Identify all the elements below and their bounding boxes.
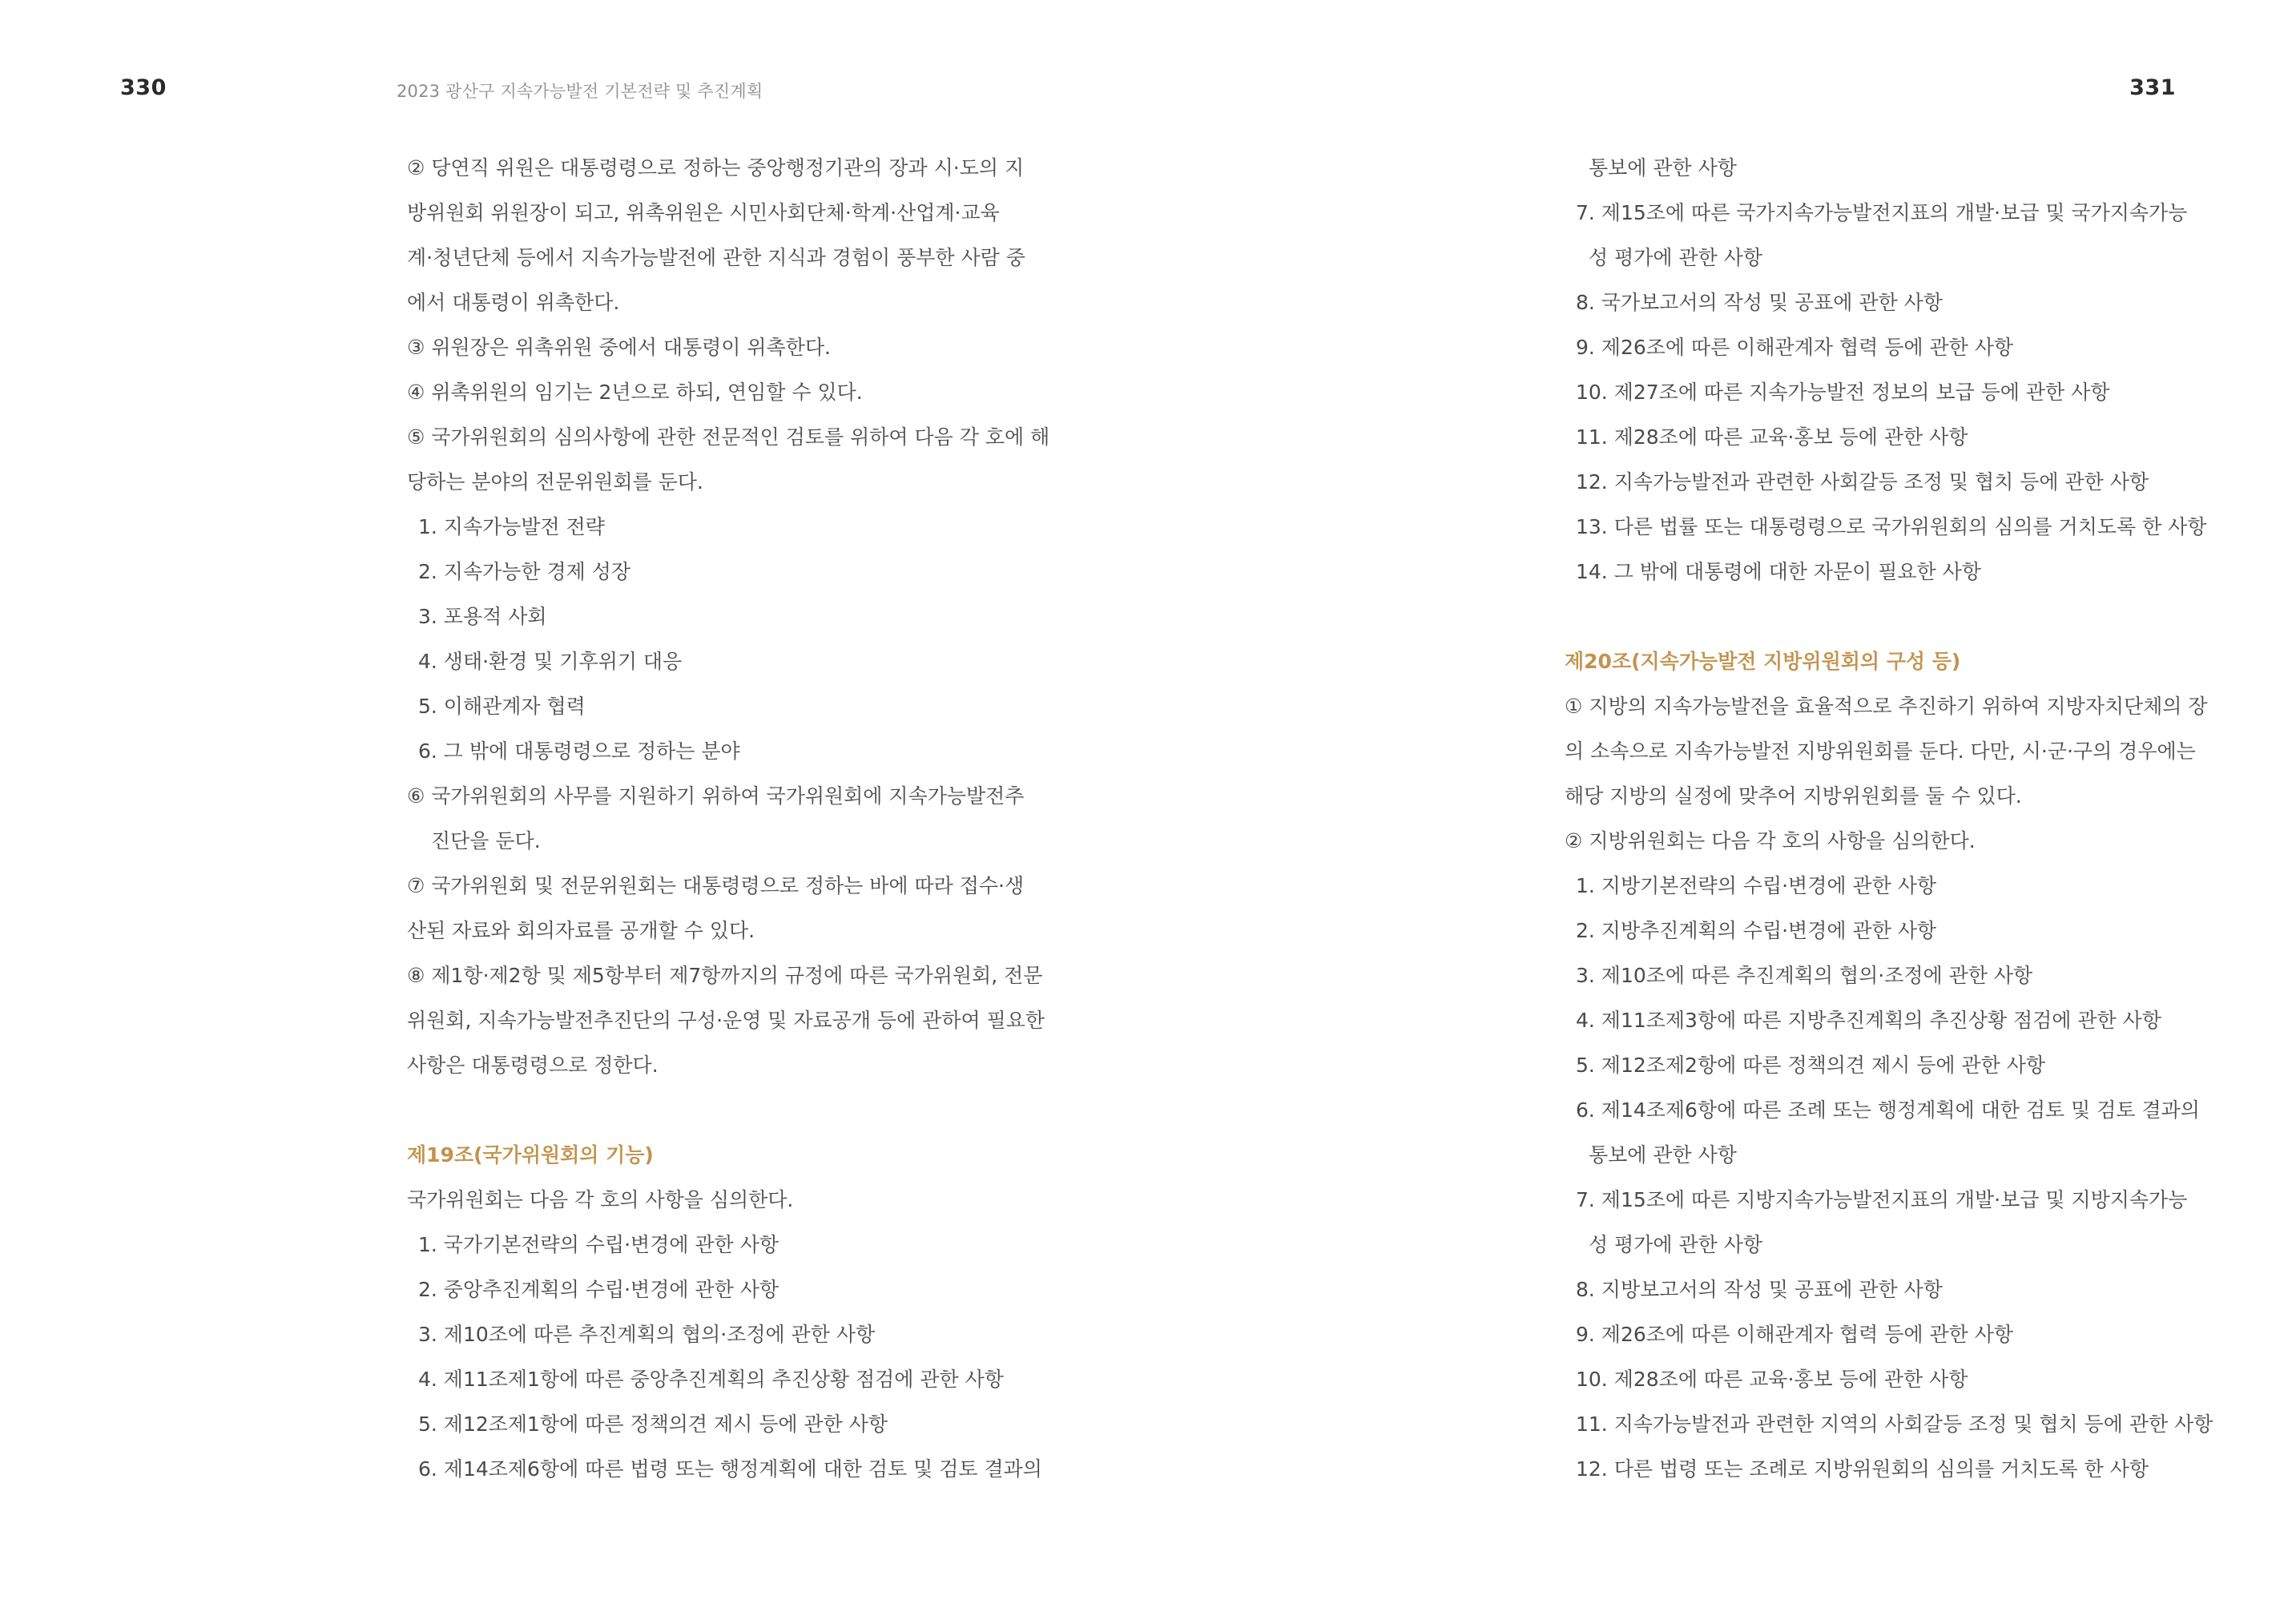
text-line: 3. 제10조에 따른 추진계획의 협의·조정에 관한 사항 xyxy=(418,1323,876,1346)
text-line: ④ 위촉위원의 임기는 2년으로 하되, 연임할 수 있다. xyxy=(407,381,863,404)
right-page-text xyxy=(1565,146,2213,1492)
text-line: 3. 포용적 사회 xyxy=(418,605,547,628)
text-line: 당하는 분야의 전문위원회를 둔다. xyxy=(407,470,703,494)
text-line: 에서 대통령이 위촉한다. xyxy=(407,291,620,314)
text-line: 4. 제11조제1항에 따른 중앙추진계획의 추진상황 점검에 관한 사항 xyxy=(418,1368,1004,1391)
left-page-text xyxy=(407,146,1049,1492)
text-line: 산된 자료와 회의자료를 공개할 수 있다. xyxy=(407,919,755,942)
text-line: 계·청년단체 등에서 지속가능발전에 관한 지식과 경험이 풍부한 사람 중 xyxy=(407,246,1025,269)
text-line: 8. 국가보고서의 작성 및 공표에 관한 사항 xyxy=(1576,291,1943,314)
text-line: 7. 제15조에 따른 지방지속가능발전지표의 개발·보급 및 지방지속가능 xyxy=(1576,1188,2188,1211)
text-line: 9. 제26조에 따른 이해관계자 협력 등에 관한 사항 xyxy=(1576,336,2013,359)
text-line: 통보에 관한 사항 xyxy=(1589,1143,1737,1167)
text-line: ② 당연직 위원은 대통령령으로 정하는 중앙행정기관의 장과 시·도의 지 xyxy=(407,156,1025,179)
text-line: 6. 제14조제6항에 따른 조례 또는 행정계획에 대한 검토 및 검토 결과의 xyxy=(1576,1098,2200,1122)
text-line: 국가위원회는 다음 각 호의 사항을 심의한다. xyxy=(407,1188,794,1211)
text-line: 6. 그 밖에 대통령령으로 정하는 분야 xyxy=(418,739,740,763)
text-line: 8. 지방보고서의 작성 및 공표에 관한 사항 xyxy=(1576,1278,1943,1301)
spacer xyxy=(407,1088,1049,1133)
text-line: ⑤ 국가위원회의 심의사항에 관한 전문적인 검토를 위하여 다음 각 호에 해 xyxy=(407,425,1050,449)
page-number-right: 331 xyxy=(2129,75,2176,100)
text-line: 2. 지속가능한 경제 성장 xyxy=(418,560,631,583)
text-line: 의 소속으로 지속가능발전 지방위원회를 둔다. 다만, 시·군·구의 경우에는 xyxy=(1565,739,2196,763)
text-line: 4. 제11조제3항에 따른 지방추진계획의 추진상황 점검에 관한 사항 xyxy=(1576,1009,2161,1032)
text-line: 1. 국가기본전략의 수립·변경에 관한 사항 xyxy=(418,1233,779,1256)
text-line: 성 평가에 관한 사항 xyxy=(1589,1233,1763,1256)
text-line: 방위원회 위원장이 되고, 위촉위원은 시민사회단체·학계·산업계·교육 xyxy=(407,201,1000,224)
text-line: ① 지방의 지속가능발전을 효율적으로 추진하기 위하여 지방자치단체의 장 xyxy=(1565,695,2208,718)
text-line: 11. 지속가능발전과 관련한 지역의 사회갈등 조정 및 협치 등에 관한 사항 xyxy=(1576,1412,2213,1436)
text-line: 1. 지속가능발전 전략 xyxy=(418,515,605,538)
text-line: 진단을 둔다. xyxy=(431,829,541,852)
text-line: 4. 생태·환경 및 기후위기 대응 xyxy=(418,650,683,673)
section-heading: 제20조(지속가능발전 지방위원회의 구성 등) xyxy=(1565,650,1961,673)
text-line: 2. 중앙추진계획의 수립·변경에 관한 사항 xyxy=(418,1278,779,1301)
text-line: 10. 제27조에 따른 지속가능발전 정보의 보급 등에 관한 사항 xyxy=(1576,381,2110,404)
text-line: 3. 제10조에 따른 추진계획의 협의·조정에 관한 사항 xyxy=(1576,964,2033,987)
text-line: ⑥ 국가위원회의 사무를 지원하기 위하여 국가위원회에 지속가능발전추 xyxy=(407,784,1025,808)
text-line: 12. 지속가능발전과 관련한 사회갈등 조정 및 협치 등에 관한 사항 xyxy=(1576,470,2149,494)
page-number-left: 330 xyxy=(120,75,167,100)
text-line: 6. 제14조제6항에 따른 법령 또는 행정계획에 대한 검토 및 검토 결과의 xyxy=(418,1457,1042,1481)
text-line: 5. 이해관계자 협력 xyxy=(418,695,586,718)
text-line: 14. 그 밖에 대통령에 대한 자문이 필요한 사항 xyxy=(1576,560,1981,583)
text-line: 통보에 관한 사항 xyxy=(1589,156,1737,179)
text-line: 12. 다른 법령 또는 조례로 지방위원회의 심의를 거치도록 한 사항 xyxy=(1576,1457,2149,1481)
text-line: 성 평가에 관한 사항 xyxy=(1589,246,1763,269)
spacer xyxy=(1565,594,2213,639)
text-line: 10. 제28조에 따른 교육·홍보 등에 관한 사항 xyxy=(1576,1368,1968,1391)
text-line: 5. 제12조제2항에 따른 정책의견 제시 등에 관한 사항 xyxy=(1576,1054,2046,1077)
text-line: 9. 제26조에 따른 이해관계자 협력 등에 관한 사항 xyxy=(1576,1323,2013,1346)
text-line: ② 지방위원회는 다음 각 호의 사항을 심의한다. xyxy=(1565,829,1976,852)
text-line: ⑧ 제1항·제2항 및 제5항부터 제7항까지의 규정에 따른 국가위원회, 전문 xyxy=(407,964,1043,987)
text-line: 2. 지방추진계획의 수립·변경에 관한 사항 xyxy=(1576,919,1936,942)
text-line: 5. 제12조제1항에 따른 정책의견 제시 등에 관한 사항 xyxy=(418,1412,888,1436)
section-heading: 제19조(국가위원회의 기능) xyxy=(407,1143,654,1167)
text-line: 위원회, 지속가능발전추진단의 구성·운영 및 자료공개 등에 관하여 필요한 xyxy=(407,1009,1045,1032)
text-line: ③ 위원장은 위촉위원 중에서 대통령이 위촉한다. xyxy=(407,336,831,359)
text-line: 7. 제15조에 따른 국가지속가능발전지표의 개발·보급 및 국가지속가능 xyxy=(1576,201,2188,224)
text-line: ⑦ 국가위원회 및 전문위원회는 대통령령으로 정하는 바에 따라 접수·생 xyxy=(407,874,1025,897)
text-line: 13. 다른 법률 또는 대통령령으로 국가위원회의 심의를 거치도록 한 사항 xyxy=(1576,515,2207,538)
text-line: 1. 지방기본전략의 수립·변경에 관한 사항 xyxy=(1576,874,1936,897)
text-line: 사항은 대통령령으로 정한다. xyxy=(407,1054,659,1077)
text-line: 11. 제28조에 따른 교육·홍보 등에 관한 사항 xyxy=(1576,425,1968,449)
running-header: 2023 광산구 지속가능발전 기본전략 및 추진계획 xyxy=(397,82,763,101)
text-line: 해당 지방의 실정에 맞추어 지방위원회를 둘 수 있다. xyxy=(1565,784,2022,808)
